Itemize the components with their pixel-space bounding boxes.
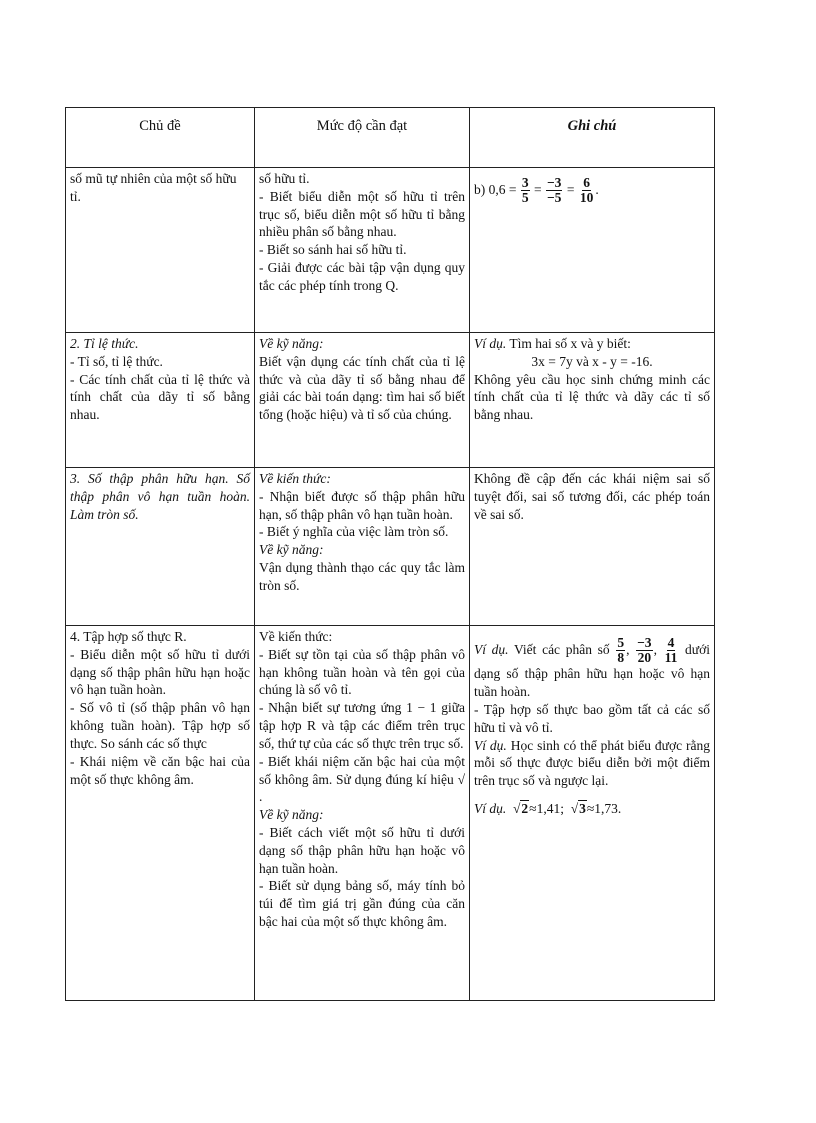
row3-level-text: Vận dụng thành thạo các quy tắc làm tròn số. — [259, 560, 465, 593]
approx-value: ≈1,41; — [529, 801, 564, 817]
row3-level-title: Về kỹ năng: — [259, 542, 324, 558]
row4-notes-text: Viết các phân số — [508, 641, 616, 657]
fraction — [664, 636, 679, 665]
row2-equation: 3x = 7y và x - y = -16. — [531, 353, 653, 369]
fraction — [579, 176, 595, 205]
row4-level-line: - Biết cách viết một số hữu tỉ dưới dạng số thập phân hữu hạn hoặc vô hạn tuần hoàn. — [259, 824, 465, 876]
fraction-numerator: 6 — [583, 175, 590, 190]
row1-topic-text: số mũ tự nhiên của một số hữu tỉ. — [70, 171, 237, 204]
fraction-denominator: −5 — [546, 190, 562, 206]
row4-topic — [66, 626, 255, 1001]
table-header-row — [66, 108, 715, 168]
row1-level — [255, 168, 470, 333]
row3-notes-text: Không đề cập đến các khái niệm sai số tuyệt đối, sai số tương đối, các phép toán về sai số. — [474, 471, 710, 522]
table-row — [66, 168, 715, 333]
fraction-numerator: 4 — [667, 635, 675, 650]
row2-level — [255, 333, 470, 468]
example-label: Ví dụ. — [474, 336, 507, 351]
row4-level-line: - Biết sử dụng bảng số, máy tính bỏ túi để tìm giá trị gần đúng của căn bậc hai của một số thực không âm. — [259, 878, 465, 929]
row3-level-line: - Biết ý nghĩa của việc làm tròn số. — [259, 524, 449, 540]
row2-topic-line: - Các tính chất của tỉ lệ thức và tính chất của dãy tỉ số bằng nhau. — [70, 371, 250, 423]
fraction — [546, 176, 562, 205]
row1-level-line: số hữu tỉ. — [259, 171, 310, 186]
row4-notes — [470, 626, 715, 1001]
row3-level-line: - Nhận biết được số thập phân hữu hạn, số thập phân vô hạn tuần hoàn. — [259, 488, 465, 522]
row4-topic-line: - Số vô tỉ (số thập phân vô hạn không tuần hoàn). Tập hợp số thực. So sánh các số thực — [70, 700, 250, 751]
row4-notes-line: Học sinh có thể phát biểu được rằng mỗi số thực được biểu diễn bởi một điểm trên trục số và ngược lại. — [474, 737, 711, 789]
row4-topic-line: - Khái niệm về căn bậc hai của một số thực không âm. — [70, 753, 250, 787]
equation-prefix: b) 0,6 = — [474, 181, 520, 197]
row3-topic — [66, 468, 255, 626]
fraction — [616, 636, 625, 665]
fraction-numerator: 3 — [521, 175, 529, 190]
fraction-denominator: 20 — [637, 650, 652, 666]
table-row — [66, 468, 715, 626]
row3-topic-title: 3. Số thập phân hữu hạn. Số thập phân vô hạn tuần hoàn. Làm tròn số. — [70, 471, 250, 522]
row4-topic-title: 4. Tập hợp số thực R. — [70, 629, 187, 644]
row2-notes — [470, 333, 715, 468]
row2-notes-line: Không yêu cầu học sinh chứng minh các tính chất của tỉ lệ thức và dãy các tỉ số bằng nhau. — [474, 371, 710, 423]
row4-level — [255, 626, 470, 1001]
row4-sqrt-example — [474, 800, 710, 818]
row2-notes-line: Tìm hai số x và y biết: — [506, 336, 631, 351]
row1-level-line: - Biết biểu diễn một số hữu tỉ trên trục số, biểu diễn một số hữu tỉ bằng nhiều phân số bằng nhau. — [259, 188, 465, 240]
example-label: Ví dụ. — [474, 737, 507, 753]
row4-notes-text: dưới dạng số thập phân hữu hạn hoặc vô hạn tuần hoàn. — [474, 641, 710, 700]
sqrt-radicand: 3 — [579, 801, 586, 817]
row2-topic — [66, 333, 255, 468]
row4-notes-line: - Tập hợp số thực bao gồm tất cả các số hữu tỉ và vô tỉ. — [474, 701, 710, 735]
row2-topic-title: 2. Tỉ lệ thức. — [70, 336, 139, 351]
fraction — [521, 176, 530, 205]
approx-value: ≈1,73. — [586, 801, 622, 817]
sqrt-expression: √3 — [570, 801, 586, 817]
fraction-denominator: 10 — [579, 190, 594, 206]
fraction-denominator: 5 — [521, 190, 529, 206]
row1-topic — [66, 168, 255, 333]
row4-level-title: Về kỹ năng: — [259, 807, 324, 823]
header-notes: Ghi chú — [470, 108, 715, 168]
row1-equation: b) 0,6 = $\frac{3}{5}$ = $\frac{-3}{-5}$ = $\frac{6}{10}$ . — [474, 175, 599, 206]
row1-level-line: - Giải được các bài tập vận dụng quy tắc các phép tính trong Q. — [259, 260, 465, 293]
row4-level-line: - Biết sự tồn tại của số thập phân vô hạn không tuần hoàn và tên gọi của chúng là số vô tỉ. — [259, 646, 465, 698]
example-label: Ví dụ. — [474, 801, 507, 817]
row3-level — [255, 468, 470, 626]
sqrt-expression: √2 — [513, 801, 529, 817]
row1-level-line: - Biết so sánh hai số hữu tỉ. — [259, 242, 407, 258]
row4-level-line: - Biết khái niệm căn bậc hai của một số không âm. Sử dụng đúng kí hiệu √ . — [259, 753, 465, 805]
fraction-numerator: 5 — [617, 635, 625, 650]
example-label: Ví dụ. — [474, 641, 509, 657]
row2-level-title: Về kỹ năng: — [259, 336, 324, 351]
equation-suffix: . — [595, 181, 599, 197]
fraction-numerator: −3 — [546, 175, 562, 190]
fraction-denominator: 8 — [617, 650, 625, 666]
fraction-denominator: 11 — [664, 650, 678, 666]
header-topic: Chủ đề — [66, 108, 255, 168]
table-row — [66, 333, 715, 468]
row4-topic-line: - Biểu diễn một số hữu tỉ dưới dạng số thập phân hữu hạn hoặc vô hạn tuần hoàn. — [70, 646, 250, 698]
fraction — [636, 636, 652, 665]
row3-level-title: Về kiến thức: — [259, 471, 331, 486]
row2-level-text: Biết vận dụng các tính chất của tỉ lệ thức và của dãy tỉ số bằng nhau để giải các bài toán dạng: tìm hai số biết tổng (hoặc hiệu) và tỉ số của chúng. — [259, 353, 465, 423]
row2-topic-line: - Tỉ số, tỉ lệ thức. — [70, 353, 163, 369]
row1-notes — [470, 168, 715, 333]
row4-level-title: Về kiến thức: — [259, 629, 333, 644]
sqrt-radicand: 2 — [521, 801, 529, 817]
row3-notes — [470, 468, 715, 626]
row4-notes-para: Ví dụ. Viết các phân số $\frac{5}{8}$ , $\frac{-3}{20}$ , $\frac{4}{11}$ dưới dạng số thập phân hữu hạn hoặc vô hạn tuần hoàn. — [474, 635, 710, 700]
row4-level-line: - Nhận biết sự tương ứng 1 − 1 giữa tập hợp R và tập các điểm trên trục số, thứ tự của các số thực trên trục số. — [259, 700, 465, 751]
fraction-numerator: −3 — [637, 635, 652, 650]
header-level: Mức độ cần đạt — [255, 108, 470, 168]
table-row — [66, 626, 715, 1001]
curriculum-table — [65, 107, 715, 1001]
